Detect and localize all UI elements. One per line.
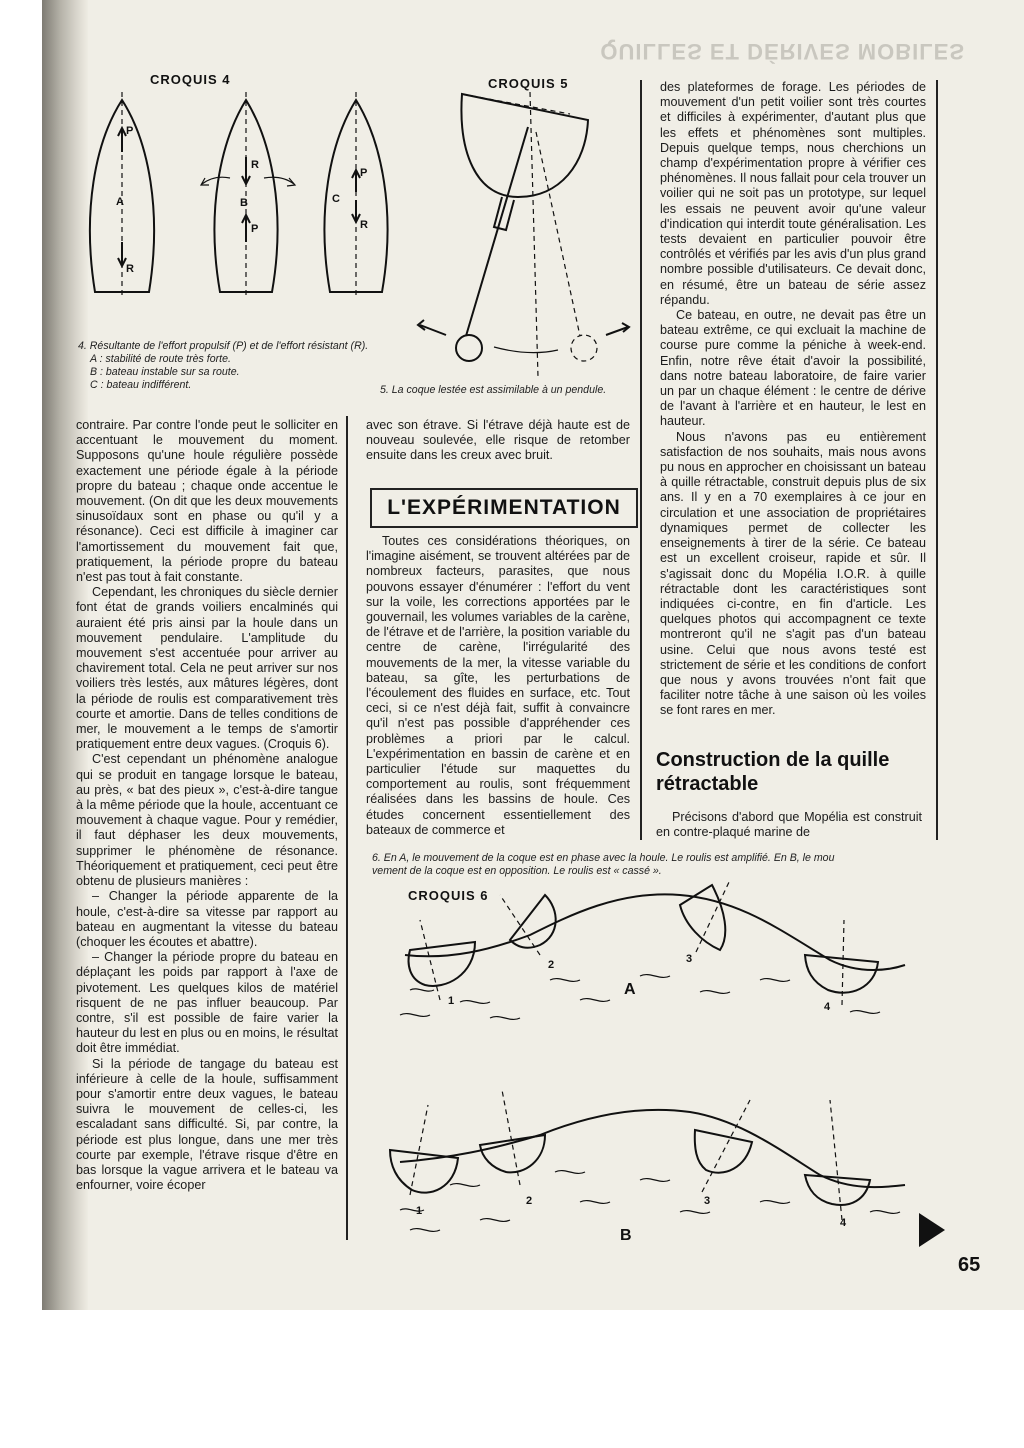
col1-paragraph: Si la période de tangage du bateau est inférieure à celle de la houle, suffisamment pour s'amortir entre deux vagues, le bateau suivra le mouvement de celles-ci, les escaladant sans difficulté. Si, par contre, la période est plus longue, dans une mer très courte par exemple, l'étrave risque d'être en bas lorsque la vague arrivera et le bateau va enfourner, voire écoper <box>76 1056 338 1193</box>
col3-paragraph: des plateformes de forage. Les périodes de mouvement d'un petit voilier sont très courtes et difficiles à expérimenter, d'autant plus que les effets et phénomènes sont multiples. Depuis quelque temps, nous cherchions un champ d'expérimentation propre à vérifier ces phénomènes. Il nous fallait pour cela trouver un voilier qui ne soit pas un prototype, sur lequel les essais ne peuvent avoir qu'une valeur d'indication qui interdit toute généralisation. Les tests devaient en particulier pouvoir être contrôlés et vérifiés par les avis d'un plus grand nombre possible d'utilisateurs. Ce devait donc, en résumé, être un bateau de série assez répandu. <box>660 80 926 307</box>
column-3-bottom <box>656 810 922 840</box>
croquis5-caption: 5. La coque lestée est assimilable à un pendule. <box>380 384 607 396</box>
column-3 <box>660 80 926 719</box>
croquis6-figure-b <box>380 1080 910 1244</box>
croquis6-caption: 6. En A, le mouvement de la coque est en phase avec la houle. Le roulis est amplifié. En B, le mou vement de la coque est en opposition. Le roulis est « cassé ». <box>372 852 835 877</box>
heading-construction: Construction de la quille rétractable <box>656 749 890 795</box>
column-rule-1 <box>346 416 348 1240</box>
label-3: 3 <box>686 953 693 965</box>
column-rule-2 <box>640 80 642 840</box>
letter-c: C <box>332 193 340 205</box>
letter-p-b: P <box>251 223 259 235</box>
col1-paragraph: – Changer la période propre du bateau en déplaçant les poids par rapport à l'axe de pivotement. Les quelques kilos de matériel risquent de ne pas influer beaucoup. Par contre, s'il est possible de faire varier la hauteur du lest en plus ou en moins, le résultat doit être immédiat. <box>76 950 338 1056</box>
show-through-header: QUILLES ET DÉRIVES MOBILES <box>600 39 965 64</box>
pendulum-hull <box>461 94 588 197</box>
label-2: 2 <box>548 959 555 971</box>
col1-paragraph: C'est cependant un phénomène analogue qui se produit en tangage lorsque le bateau, au près, « bat des pieux », c'est-à-dire tangue à la même période que la houle, accentuant ce mouvement à chaque vague. Pour y remédier, il faut déphaser les deux mouvements, supprimer le phénomène de résonance. Théoriquement et pratiquement, ceci peut être obtenu de plusieurs manières : <box>76 752 338 889</box>
wave-b <box>400 1110 905 1187</box>
label-1-b: 1 <box>416 1205 423 1217</box>
col1-paragraph: – Changer la période apparente de la houle, c'est-à-dire sa vitesse par rapport au bateau en augmentant la vitesse du bateau (choquer les écoutes et abattre). <box>76 889 338 949</box>
croquis4-figure <box>80 92 410 302</box>
label-2-b: 2 <box>526 1195 533 1207</box>
col3-paragraph: Ce bateau, en outre, ne devait pas être un bateau extrême, ce qui excluait la machine de course pure comme la péniche à week-end. Enfin, notre rêve était d'avoir la possibilité, dans notre bateau laboratoire, de faire varier un par un chaque élément : le centre de dérive de l'avant à l'arrière et en hauteur, le lest en hauteur. <box>660 308 926 429</box>
column-rule-3 <box>936 80 938 840</box>
col3-bottom-paragraph: Précisons d'abord que Mopélia est construit en contre-plaqué marine de <box>656 810 922 840</box>
label-a: A <box>624 981 636 998</box>
label-b: B <box>620 1227 632 1244</box>
col2-top-paragraph: avec son étrave. Si l'étrave déjà haute est de nouveau soulevée, elle risque de retomber ensuite dans les creux avec bruit. <box>366 418 630 463</box>
pendulum-weight <box>456 335 482 361</box>
letter-p-a: P <box>126 125 134 137</box>
column-1 <box>76 418 338 1193</box>
letter-p-c: P <box>360 167 368 179</box>
letter-r-c: R <box>360 219 368 231</box>
column-2-top <box>366 418 630 464</box>
label-3-b: 3 <box>704 1195 711 1207</box>
croquis5-label: CROQUIS 5 <box>488 76 569 91</box>
croquis6-label: CROQUIS 6 <box>408 888 489 903</box>
croquis4-caption: 4. Résultante de l'effort propulsif (P) et de l'effort résistant (R). A : stabilité de route très forte. B : bateau instable sur sa route. C : bateau indifférent. <box>78 340 369 391</box>
col1-paragraph: contraire. Par contre l'onde peut le solliciter en accentuant le mouvement du moment. Supposons qu'une houle régulière possède exactement une période égale à la période propre du bateau ; chaque onde accentue le mouvement. (On dit que les deux mouvements sinusoïdaux sont en phase ou qu'il y a résonance). Ceci est difficile à imaginer car l'amortissement du mouvement fait que, pratiquement, la période propre du bateau n'est pas tout à fait constante. <box>76 418 338 585</box>
label-1: 1 <box>448 995 455 1007</box>
letter-r-b: R <box>251 159 259 171</box>
letter-a: A <box>116 196 124 208</box>
col2-paragraph: Toutes ces considérations théoriques, on l'imagine aisément, se trouvent altérées par de nombreux facteurs, parasites, que nous pouvons essayer d'énumérer : l'effort du vent sur la voile, les corrections apportées par le gouvernail, les volumes variables de la carène, de l'étrave et de l'arrière, la position variable du centre de carène, l'irrégularité des mouvements de la mer, la vitesse variable du bateau, sa gîte, les perturbations de l'écoulement des fluides en surface, etc. Tout ceci, si ce n'est déjà fait, suffit à convaincre qu'il n'est pas possible d'appréhender ces problèmes a priori par le calcul. L'expérimentation en bassin de carène et en particulier l'étude sur maquettes du comportement au roulis, sont fréquemment réalisées dans les bassins de houle. Ces études concernent essentiellement des bateaux de commerce et <box>366 534 630 837</box>
label-4-b: 4 <box>840 1217 847 1229</box>
letter-r-a: R <box>126 263 134 275</box>
continue-arrow-icon <box>919 1213 945 1247</box>
letter-b: B <box>240 197 248 209</box>
croquis5-figure <box>410 92 635 377</box>
label-4: 4 <box>824 1001 831 1013</box>
heading-experimentation: L'EXPÉRIMENTATION <box>370 488 638 528</box>
column-2 <box>366 534 630 838</box>
col3-paragraph: Nous n'avons pas eu entièrement satisfaction de nos souhaits, mais nous avons pu nous en approcher en choisissant un bateau à quille rétractable, construit depuis plus de six ans. Il y en a 70 exemplaires à ce jour en circulation et une association de propriétaires dynamiques permet de collecter les enseignements à tirer de la série. Ce bateau est un excellent croiseur, rapide et sûr. Il s'agissait donc du Mopélia I.O.R. à quille rétractable dont les caractéristiques sont indiquées ci-contre, en fin d'article. Les quelques photos qui accompagnent ce texte montreront qu'il ne s'agit pas d'un bateau usine. Celui que nous avons testé est strictement de série et les conditions de confort que nous y avons trouvées n'ont fait que faciliter notre tâche à une saison où les voiles se font rares en mer. <box>660 429 926 718</box>
wave-a <box>405 894 905 970</box>
croquis4-label: CROQUIS 4 <box>150 72 231 87</box>
page-number: 65 <box>958 1254 981 1276</box>
croquis6-figure-a <box>380 880 910 1030</box>
col1-paragraph: Cependant, les chroniques du siècle dernier font état de grands voiliers encalminés qui auraient été pris ainsi par la houle dans un mouvement pendulaire. L'amplitude du mouvement s'est accentuée pour arriver au chavirement total. Cela ne peut arriver sur nos voiliers très lestés, aux mâtures légères, dont la période de roulis est comparativement très courte et amortie. Dans de telles conditions de mer, le mouvement a le temps de s'amortir pratiquement entre deux vagues. (Croquis 6). <box>76 585 338 752</box>
